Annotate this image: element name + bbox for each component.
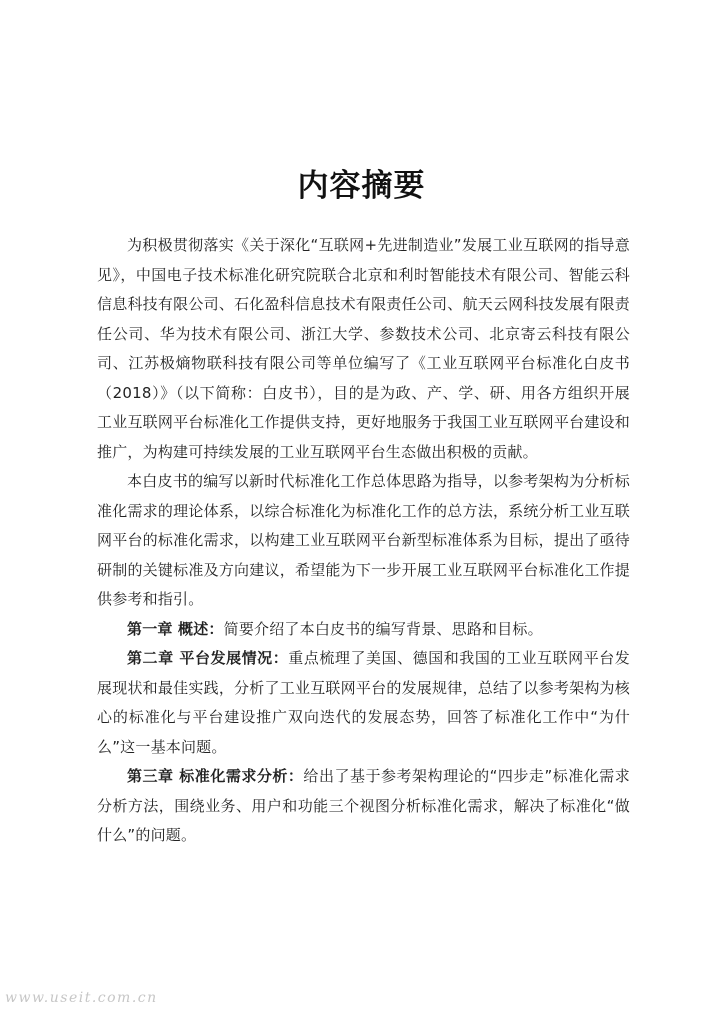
chapter-3-label: 第三章 标准化需求分析： <box>127 767 304 785</box>
chapter-3-summary <box>97 762 630 851</box>
site-watermark: www.useit.com.cn <box>5 990 158 1006</box>
intro-paragraph: 为积极贯彻落实《关于深化“互联网+先进制造业”发展工业互联网的指导意见》，中国电子技术标准化研究院联合北京和利时智能技术有限公司、智能云科信息科技有限公司、石化盈科信息技术有限责任公司、航天云网科技发展有限责任公司、华为技术有限公司、浙江大学、参数技术公司、北京寄云科技有限公司、江苏极熵物联科技有限公司等单位编写了《工业互联网平台标准化白皮书（2018）》（以下简称：白皮书），目的是为政、产、学、研、用各方组织开展工业互联网平台标准化工作提供支持，更好地服务于我国工业互联网平台建设和推广，为构建可持续发展的工业互联网平台生态做出积极的贡献。 <box>97 236 630 461</box>
chapter-2-text: 重点梳理了美国、德国和我国的工业互联网平台发展现状和最佳实践，分析了工业互联网平台的发展规律，总结了以参考架构为核心的标准化与平台建设推广双向迭代的发展态势，回答了标准化工作中“为什么”这一基本问题。 <box>97 649 630 756</box>
approach-paragraph: 本白皮书的编写以新时代标准化工作总体思路为指导，以参考架构为分析标准化需求的理论体系，以综合标准化为标准化工作的总方法，系统分析工业互联网平台的标准化需求，以构建工业互联网平台新型标准体系为目标，提出了亟待研制的关键标准及方向建议，希望能为下一步开展工业互联网平台标准化工作提供参考和指引。 <box>97 472 630 608</box>
chapter-1-label: 第一章 概述： <box>127 619 224 638</box>
chapter-1-text: 简要介绍了本白皮书的编写背景、思路和目标。 <box>223 619 543 638</box>
chapter-2-summary <box>97 644 630 762</box>
chapter-3-text: 给出了基于参考架构理论的“四步走”标准化需求分析方法，围绕业务、用户和功能三个视图分析标准化需求，解决了标准化“做什么”的问题。 <box>97 767 630 844</box>
abstract-body <box>97 231 630 851</box>
page-title: 内容摘要 <box>297 168 426 204</box>
chapter-2-label: 第二章 平台发展情况： <box>127 649 289 667</box>
chapter-1-summary <box>97 615 630 645</box>
